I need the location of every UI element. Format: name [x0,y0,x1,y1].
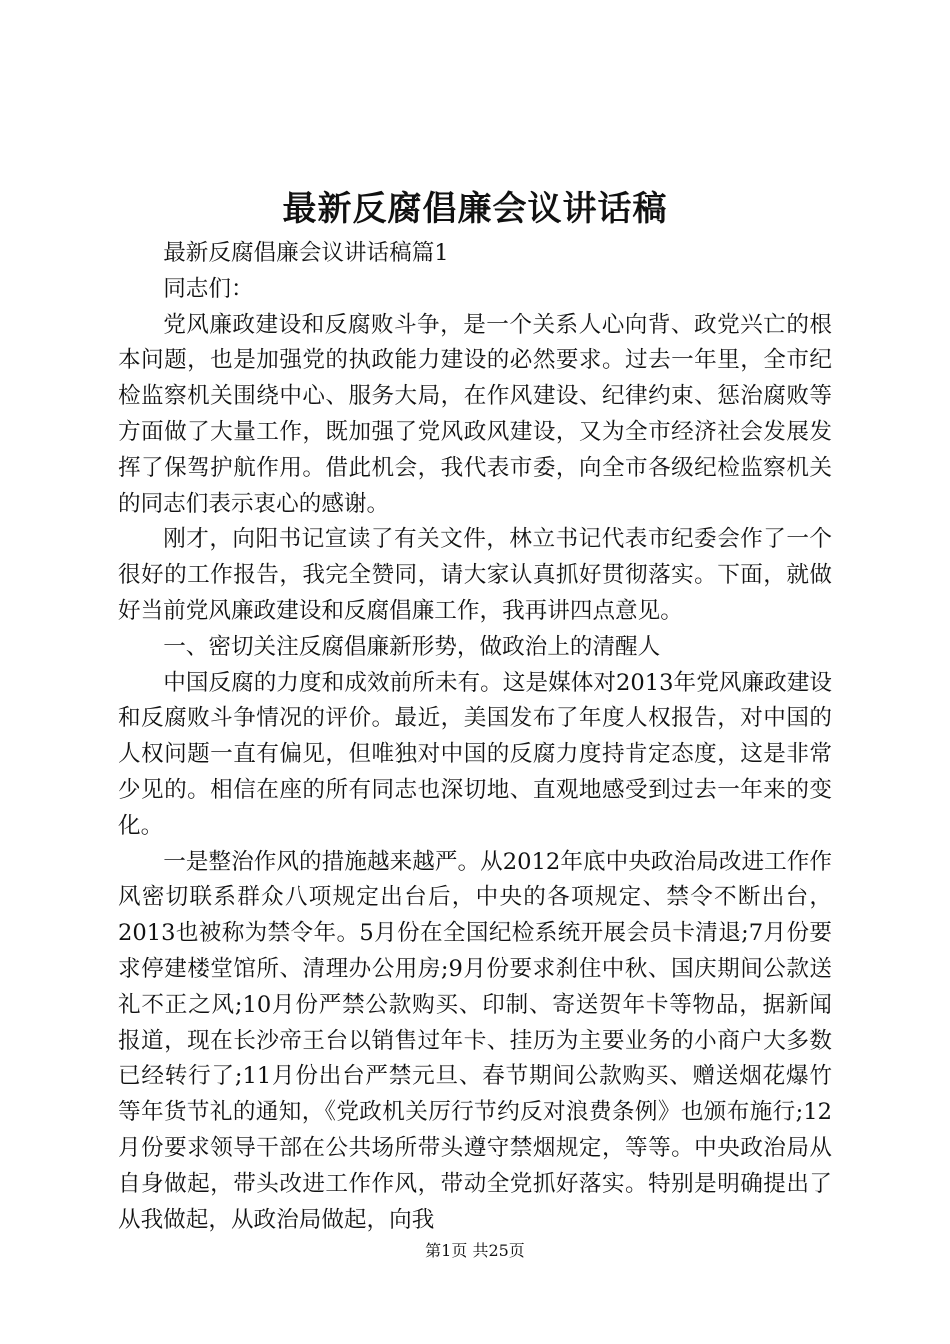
section-heading: 最新反腐倡廉会议讲话稿篇1 [163,240,449,266]
document-title: 最新反腐倡廉会议讲话稿 [282,189,668,229]
document-body [118,236,832,1238]
subsection-heading: 一、密切关注反腐倡廉新形势，做政治上的清醒人 [163,633,661,660]
salutation: 同志们： [163,275,254,302]
body-paragraph: 党风廉政建设和反腐败斗争，是一个关系人心向背、政党兴亡的根本问题，也是加强党的执政能力建设的必然要求。过去一年里，全市纪检监察机关围绕中心、服务大局，在作风建设、纪律约束、惩治腐败等方面做了大量工作，既加强了党风政风建设，又为全市经济社会发展发挥了保驾护航作用。借此机会，我代表市委，向全市各级纪检监察机关的同志们表示衷心的感谢。 [118,311,832,517]
body-paragraph: 一是整治作风的措施越来越严。从2012年底中央政治局改进工作作风密切联系群众八项规定出台后，中央的各项规定、禁令不断出台，2013也被称为禁令年。5月份在全国纪检系统开展会员卡清退;7月份要求停建楼堂馆所、清理办公用房;9月份要求刹住中秋、国庆期间公款送礼不正之风;10月份严禁公款购买、印制、寄送贺年卡等物品，据新闻报道，现在长沙帝王台以销售过年卡、挂历为主要业务的小商户大多数已经转行了;11月份出台严禁元旦、春节期间公款购买、赠送烟花爆竹等年货节礼的通知，《党政机关厉行节约反对浪费条例》也颁布施行;12月份要求领导干部在公共场所带头遵守禁烟规定，等等。中央政治局从自身做起，带头改进工作作风，带动全党抓好落实。特别是明确提出了从我做起，从政治局做起，向我 [118,848,832,1233]
body-paragraph: 中国反腐的力度和成效前所未有。这是媒体对2013年党风廉政建设和反腐败斗争情况的评价。最近，美国发布了年度人权报告，对中国的人权问题一直有偏见，但唯独对中国的反腐力度持肯定态度，这是非常少见的。相信在座的所有同志也深切地、直观地感受到过去一年来的变化。 [118,669,832,839]
page-number-footer: 第1页 共25页 [425,1241,525,1260]
body-paragraph: 刚才，向阳书记宣读了有关文件，林立书记代表市纪委会作了一个很好的工作报告，我完全赞同，请大家认真抓好贯彻落实。下面，就做好当前党风廉政建设和反腐倡廉工作，我再讲四点意见。 [118,526,832,624]
